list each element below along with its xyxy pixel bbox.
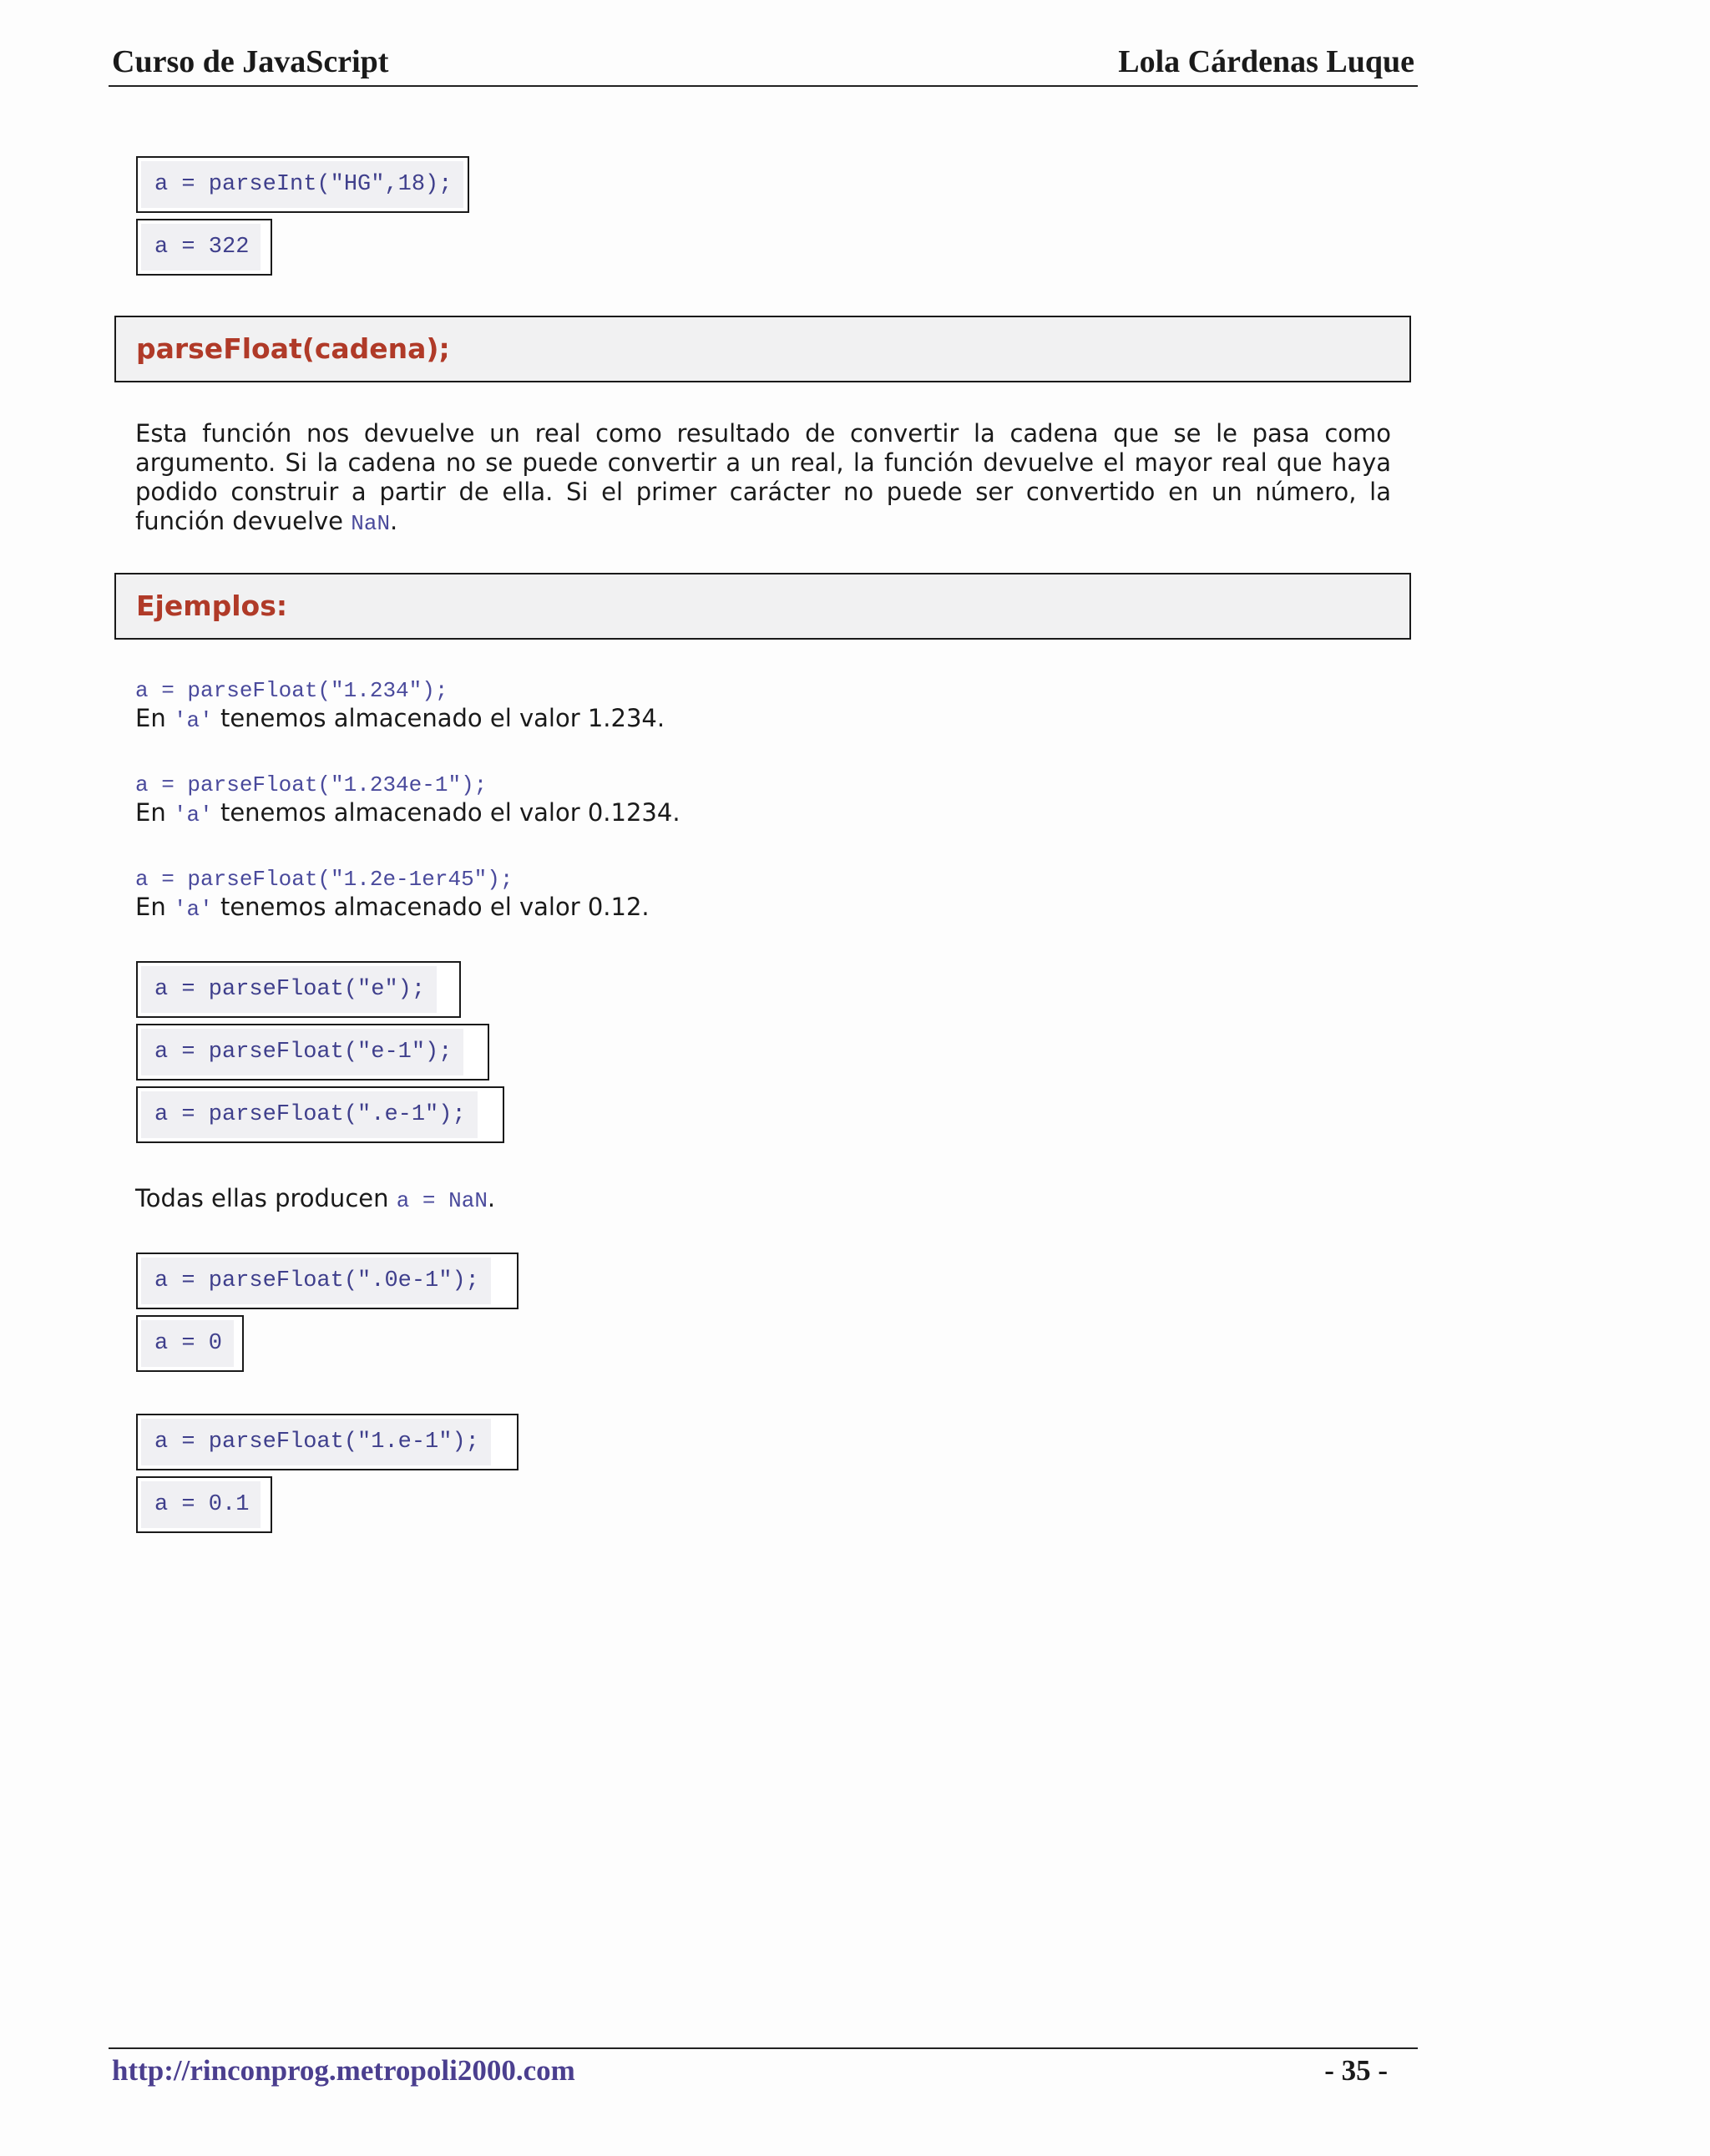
code-line: a = parseFloat(".0e-1"); bbox=[141, 1258, 491, 1304]
example-result-prefix: En bbox=[135, 704, 174, 732]
example-result bbox=[135, 798, 680, 827]
code-box bbox=[136, 219, 272, 276]
example-result-suffix: tenemos almacenado el valor 0.12. bbox=[212, 893, 650, 921]
code-box bbox=[136, 1414, 519, 1470]
code-line: a = parseFloat("1.e-1"); bbox=[141, 1419, 491, 1465]
footer-url: http://rinconprog.metropoli2000.com bbox=[112, 2054, 575, 2087]
code-line: a = parseFloat(".e-1"); bbox=[141, 1091, 478, 1138]
code-box bbox=[136, 961, 461, 1018]
page-number: - 35 - bbox=[1324, 2054, 1388, 2087]
code-box bbox=[136, 156, 469, 213]
code-line: a = parseFloat("e-1"); bbox=[141, 1029, 463, 1075]
example-code: a = parseFloat("1.234"); bbox=[135, 678, 448, 703]
nan-summary-text: Todas ellas producen bbox=[135, 1184, 397, 1212]
example-result-prefix: En bbox=[135, 893, 174, 921]
code-box bbox=[136, 1476, 272, 1533]
page-header bbox=[109, 43, 1418, 87]
nan-code: NaN bbox=[351, 511, 391, 536]
example-result-suffix: tenemos almacenado el valor 0.1234. bbox=[212, 798, 680, 827]
code-line: a = 0.1 bbox=[141, 1481, 261, 1528]
nan-summary-end: . bbox=[487, 1184, 496, 1212]
code-box bbox=[136, 1086, 504, 1143]
section-title-parsefloat: parseFloat(cadena); bbox=[114, 316, 1411, 382]
example-code: a = parseFloat("1.2e-1er45"); bbox=[135, 867, 514, 892]
description-paragraph bbox=[135, 419, 1391, 539]
nan-summary bbox=[135, 1184, 495, 1213]
code-box bbox=[136, 1253, 519, 1309]
code-box bbox=[136, 1024, 489, 1081]
paragraph-end: . bbox=[390, 507, 398, 535]
example-result-prefix: En bbox=[135, 798, 174, 827]
example-var: 'a' bbox=[173, 897, 213, 922]
example-result bbox=[135, 704, 665, 733]
description-text: Esta función nos devuelve un real como resultado de convertir la cadena que se le pasa como argumento. Si la cadena no se puede convertir a un real, la función devuelve el mayor real que haya podido construir a partir de ella. Si el primer carácter no puede ser convertido en un número, la función devuelve bbox=[135, 419, 1391, 535]
example-var: 'a' bbox=[173, 802, 213, 827]
code-line: a = parseInt("HG",18); bbox=[141, 161, 463, 208]
example-code: a = parseFloat("1.234e-1"); bbox=[135, 772, 488, 797]
section-title-examples: Ejemplos: bbox=[114, 573, 1411, 640]
example-result bbox=[135, 893, 650, 922]
code-line: a = parseFloat("e"); bbox=[141, 966, 437, 1013]
author-name: Lola Cárdenas Luque bbox=[1118, 44, 1414, 79]
page-footer bbox=[109, 2047, 1418, 2089]
code-line: a = 0 bbox=[141, 1320, 234, 1367]
code-box bbox=[136, 1315, 244, 1372]
example-var: 'a' bbox=[173, 708, 213, 733]
code-line: a = 322 bbox=[141, 224, 261, 271]
example-result-suffix: tenemos almacenado el valor 1.234. bbox=[212, 704, 665, 732]
course-title: Curso de JavaScript bbox=[112, 44, 389, 79]
nan-summary-code: a = NaN bbox=[396, 1188, 488, 1213]
